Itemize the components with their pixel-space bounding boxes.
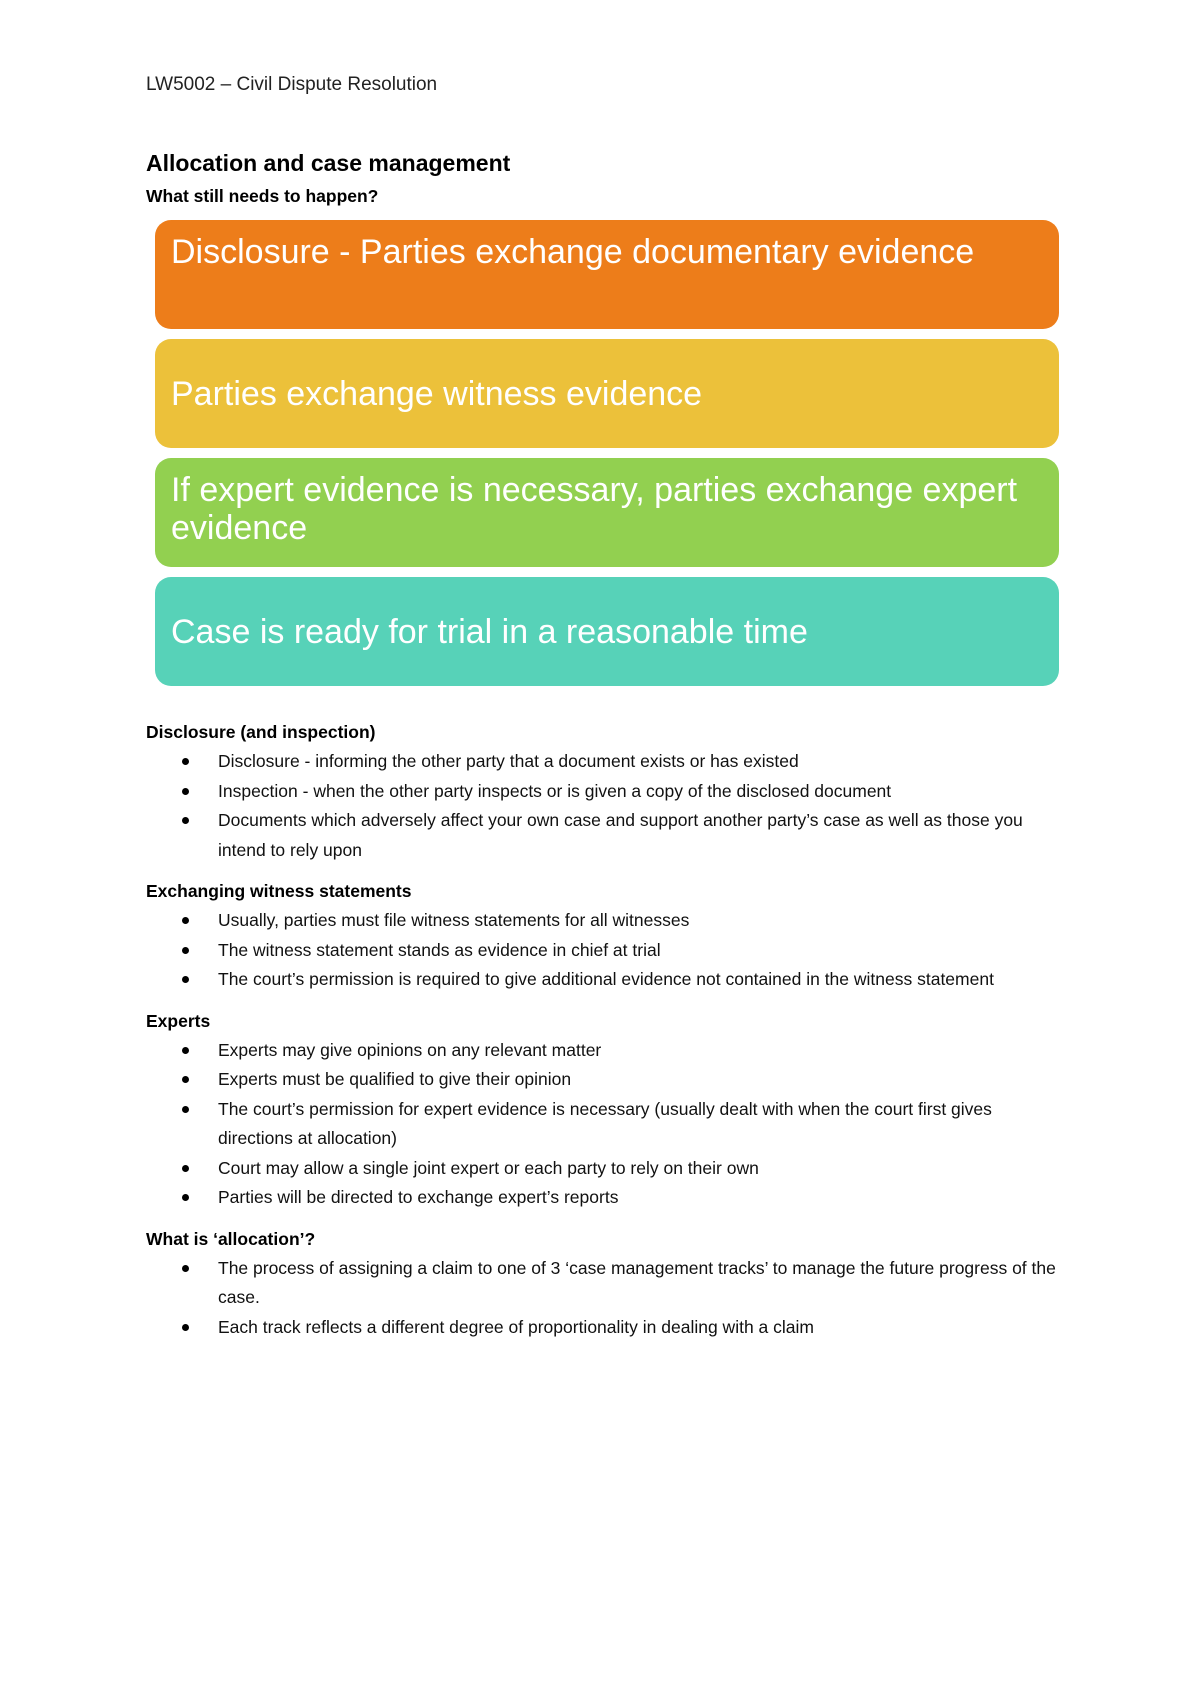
process-flow-diagram — [155, 220, 1059, 696]
list-item-text: The witness statement stands as evidence in chief at trial — [218, 939, 661, 960]
bullet-list — [146, 906, 1066, 995]
list-item-text: Each track reflects a different degree of proportionality in dealing with a claim — [218, 1316, 814, 1337]
list-item — [146, 906, 1066, 936]
list-item — [146, 965, 1066, 995]
list-item — [146, 1095, 1066, 1154]
list-item — [146, 747, 1066, 777]
list-item — [146, 1313, 1066, 1343]
bullet-icon — [182, 1324, 189, 1331]
bullet-icon — [182, 1265, 189, 1272]
bullet-icon — [182, 976, 189, 983]
list-item-text: Parties will be directed to exchange expert’s reports — [218, 1187, 619, 1207]
flow-step-ready-for-trial — [155, 577, 1059, 686]
bullet-icon — [182, 788, 189, 795]
bullet-list — [146, 747, 1066, 865]
list-item — [146, 1254, 1066, 1313]
list-item-text: The court’s permission is required to give additional evidence not contained in the witness statement — [218, 969, 994, 989]
flow-step-expert-evidence — [155, 458, 1059, 567]
bullet-icon — [182, 1194, 189, 1201]
flow-step-disclosure — [155, 220, 1059, 329]
bullet-list — [146, 1036, 1066, 1213]
list-item-text: Experts may give opinions on any relevant matter — [218, 1039, 602, 1060]
bullet-icon — [182, 758, 189, 765]
flow-step-text: If expert evidence is necessary, parties exchange expert evidence — [171, 471, 1018, 547]
flow-step-text: Parties exchange witness evidence — [171, 374, 703, 413]
notes-content — [146, 720, 1066, 1356]
section-heading: What is ‘allocation’? — [146, 1228, 316, 1249]
list-item-text: Inspection - when the other party inspects or is given a copy of the disclosed document — [218, 780, 892, 801]
bullet-icon — [182, 917, 189, 924]
list-item-text: The court’s permission for expert evidence is necessary (usually dealt with when the court first gives directions at allocation) — [218, 1098, 992, 1148]
section-disclosure — [146, 720, 1066, 865]
running-header: LW5002 – Civil Dispute Resolution — [146, 74, 438, 95]
flow-step-text: Case is ready for trial in a reasonable time — [171, 612, 808, 651]
list-item-text: Disclosure - informing the other party that a document exists or has existed — [218, 751, 799, 771]
bullet-icon — [182, 817, 189, 824]
list-item-text: Usually, parties must file witness statements for all witnesses — [218, 910, 690, 930]
bullet-icon — [182, 1047, 189, 1054]
section-experts — [146, 1009, 1066, 1213]
section-witness-statements — [146, 879, 1066, 995]
list-item — [146, 777, 1066, 807]
section-heading: Exchanging witness statements — [146, 881, 412, 901]
list-item — [146, 1065, 1066, 1095]
list-item-text: Documents which adversely affect your own case and support another party’s case as well as those you intend to rely upon — [218, 810, 1023, 860]
list-item-text: Court may allow a single joint expert or each party to rely on their own — [218, 1157, 759, 1178]
bullet-icon — [182, 1165, 189, 1172]
list-item — [146, 936, 1066, 966]
list-item-text: The process of assigning a claim to one of 3 ‘case management tracks’ to manage the future progress of the case. — [218, 1257, 1056, 1307]
list-item-text: Experts must be qualified to give their opinion — [218, 1069, 572, 1089]
list-item — [146, 1036, 1066, 1066]
flow-step-witness-evidence — [155, 339, 1059, 448]
section-allocation — [146, 1227, 1066, 1343]
section-heading: Experts — [146, 1010, 211, 1031]
page-subtitle: What still needs to happen? — [146, 186, 379, 206]
bullet-icon — [182, 1106, 189, 1113]
section-heading: Disclosure (and inspection) — [146, 722, 376, 742]
list-item — [146, 1154, 1066, 1184]
bullet-list — [146, 1254, 1066, 1343]
flow-step-text: Disclosure - Parties exchange documentary evidence — [171, 233, 975, 271]
page-title: Allocation and case management — [146, 150, 511, 176]
list-item — [146, 806, 1066, 865]
bullet-icon — [182, 1076, 189, 1083]
list-item — [146, 1183, 1066, 1213]
bullet-icon — [182, 947, 189, 954]
